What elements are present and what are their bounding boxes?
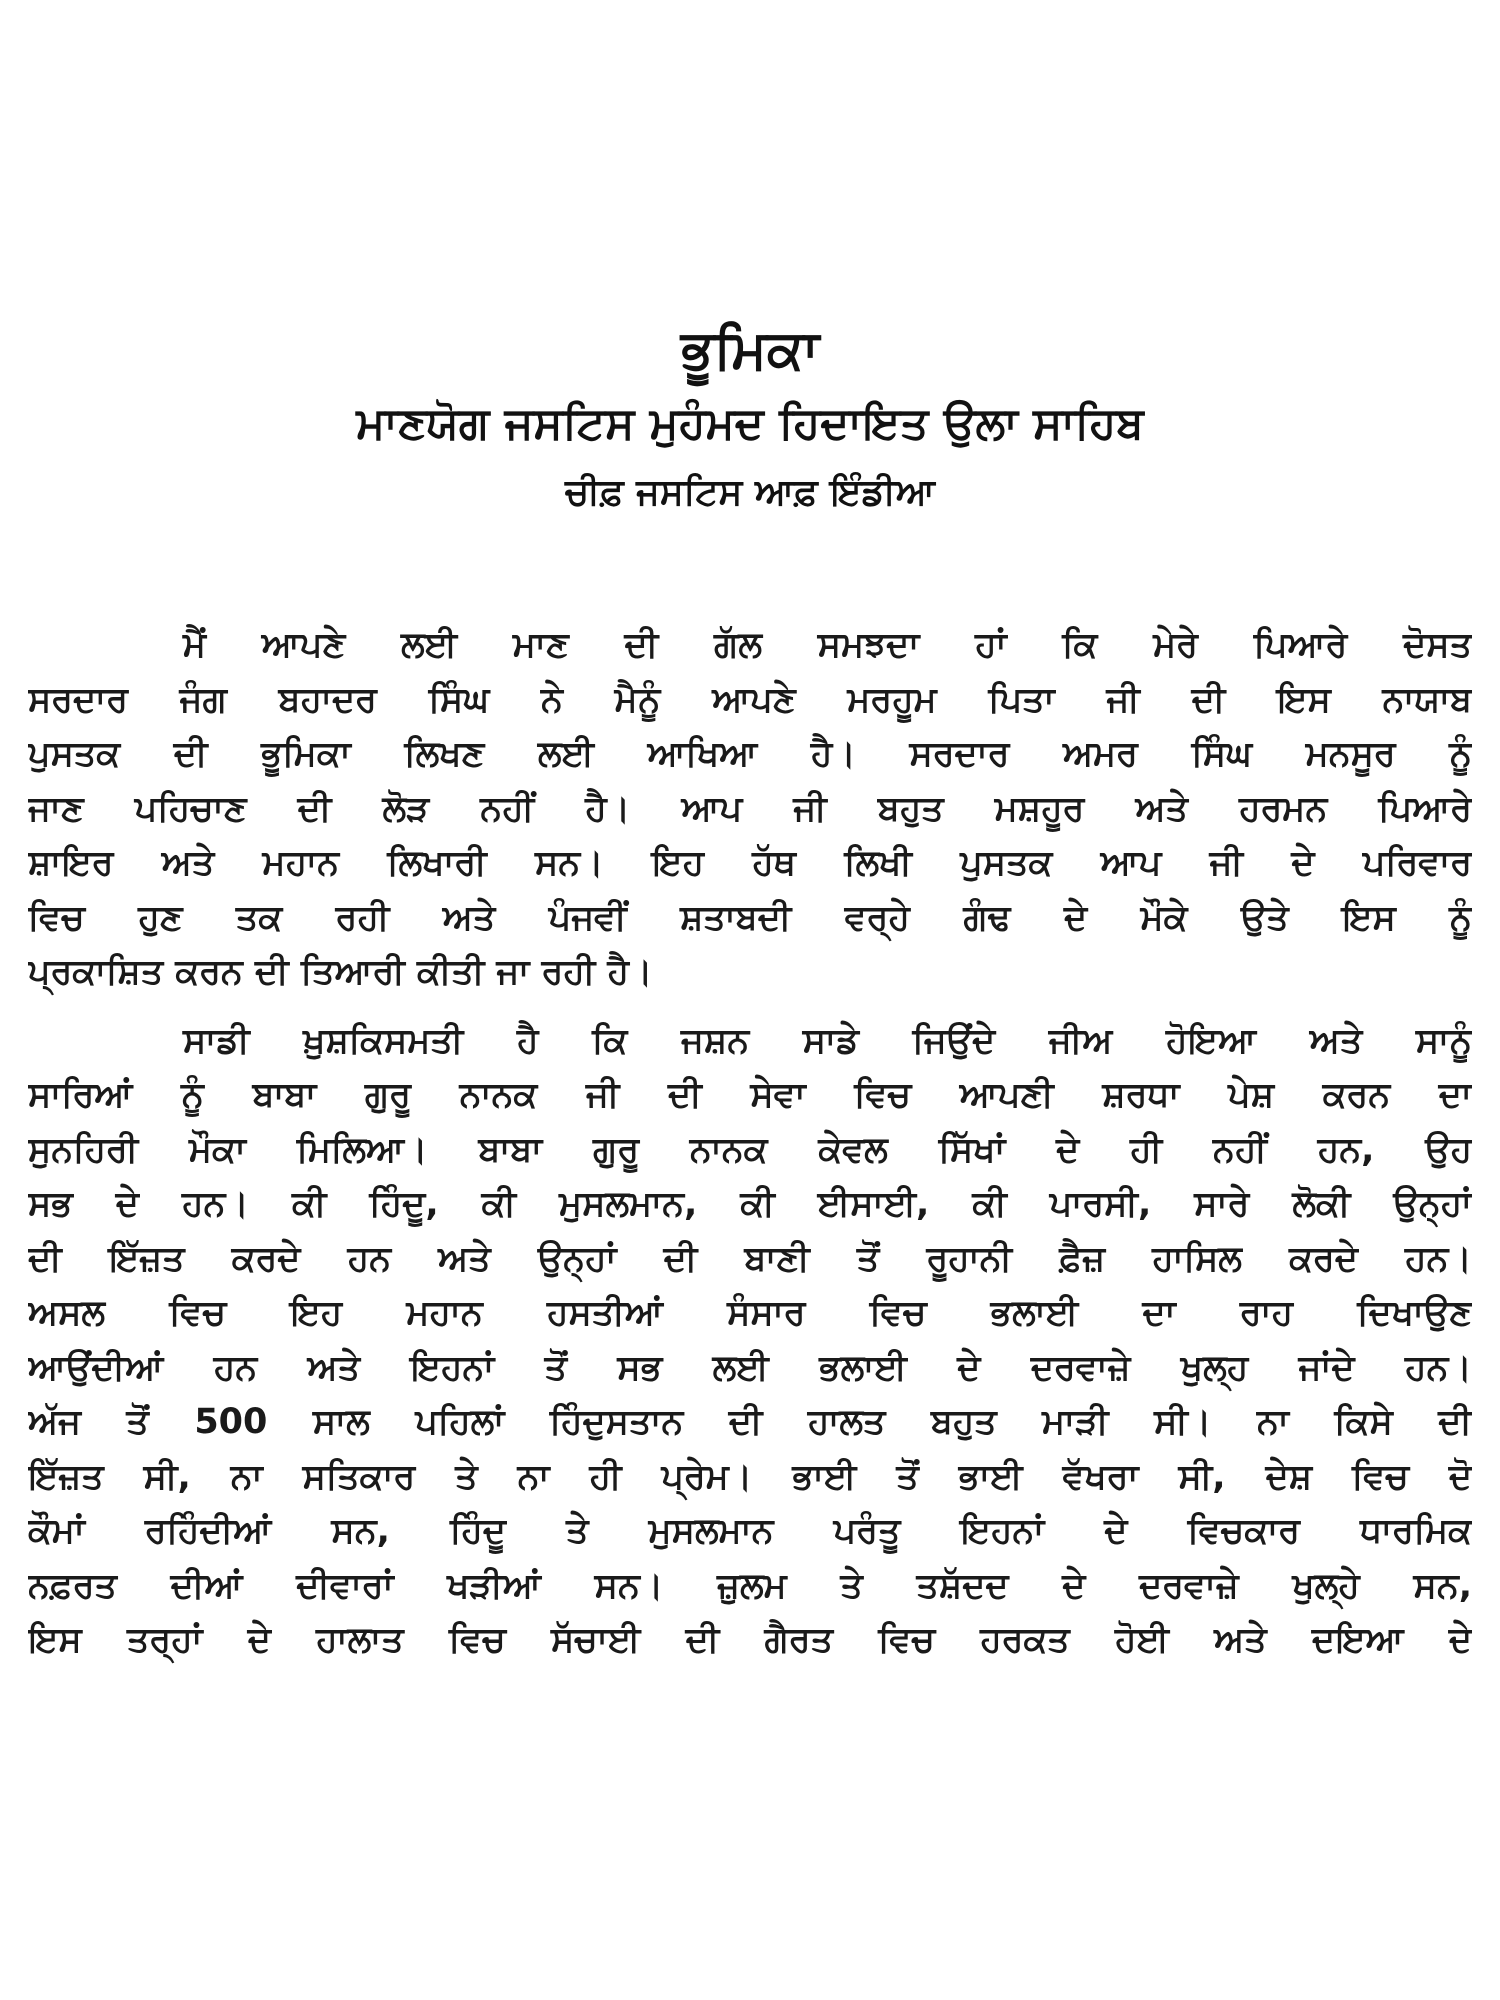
text-line: ਦੀ ਇੱਜ਼ਤ ਕਰਦੇ ਹਨ ਅਤੇ ਉਨ੍ਹਾਂ ਦੀ ਬਾਣੀ ਤੋਂ ਰੂਹਾਨੀ ਫ਼ੈਜ਼ ਹਾਸਿਲ ਕਰਦੇ ਹਨ। — [28, 1238, 1472, 1279]
text-line: ਸਾਡੀ ਖ਼ੁਸ਼ਕਿਸਮਤੀ ਹੈ ਕਿ ਜਸ਼ਨ ਸਾਡੇ ਜਿਉਂਦੇ ਜੀਅ ਹੋਇਆ ਅਤੇ ਸਾਨੂੰ — [183, 1020, 1472, 1061]
text-line: ਸਾਰਿਆਂ ਨੂੰ ਬਾਬਾ ਗੁਰੂ ਨਾਨਕ ਜੀ ਦੀ ਸੇਵਾ ਵਿਚ ਆਪਣੀ ਸ਼ਰਧਾ ਪੇਸ਼ ਕਰਨ ਦਾ — [28, 1075, 1472, 1115]
author-name: ਮਾਣਯੋਗ ਜਸਟਿਸ ਮੁਹੰਮਦ ਹਿਦਾਇਤ ਉਲਾ ਸਾਹਿਬ — [356, 398, 1144, 449]
text-line: ਇੱਜ਼ਤ ਸੀ, ਨਾ ਸਤਿਕਾਰ ਤੇ ਨਾ ਹੀ ਪ੍ਰੇਮ। ਭਾਈ ਤੋਂ ਭਾਈ ਵੱਖਰਾ ਸੀ, ਦੇਸ਼ ਵਿਚ ਦੋ — [28, 1456, 1472, 1497]
text-line: ਨਫ਼ਰਤ ਦੀਆਂ ਦੀਵਾਰਾਂ ਖੜੀਆਂ ਸਨ। ਜ਼ੁਲਮ ਤੇ ਤਸ਼ੱਦਦ ਦੇ ਦਰਵਾਜ਼ੇ ਖੁਲ੍ਹੇ ਸਨ, — [28, 1565, 1472, 1606]
text-line: ਜਾਣ ਪਹਿਚਾਣ ਦੀ ਲੋੜ ਨਹੀਂ ਹੈ। ਆਪ ਜੀ ਬਹੁਤ ਮਸ਼ਹੂਰ ਅਤੇ ਹਰਮਨ ਪਿਆਰੇ — [28, 788, 1472, 829]
text-line: ਕੌਮਾਂ ਰਹਿੰਦੀਆਂ ਸਨ, ਹਿੰਦੂ ਤੇ ਮੁਸਲਮਾਨ ਪਰੰਤੂ ਇਹਨਾਂ ਦੇ ਵਿਚਕਾਰ ਧਾਰਮਿਕ — [28, 1511, 1472, 1551]
paragraph-gap — [28, 1000, 1472, 1014]
text-line: ਇਸ ਤਰ੍ਹਾਂ ਦੇ ਹਾਲਾਤ ਵਿਚ ਸੱਚਾਈ ਦੀ ਗੈਰਤ ਵਿਚ ਹਰਕਤ ਹੋਈ ਅਤੇ ਦਇਆ ਦੇ — [28, 1620, 1472, 1660]
author-role: ਚੀਫ਼ ਜਸਟਿਸ ਆਫ਼ ਇੰਡੀਆ — [565, 472, 935, 513]
text-line: ਪ੍ਰਕਾਸ਼ਿਤ ਕਰਨ ਦੀ ਤਿਆਰੀ ਕੀਤੀ ਜਾ ਰਹੀ ਹੈ। — [28, 952, 653, 992]
paragraph-1 — [28, 618, 1472, 1000]
text-line: ਸਰਦਾਰ ਜੰਗ ਬਹਾਦਰ ਸਿੰਘ ਨੇ ਮੈਨੂੰ ਆਪਣੇ ਮਰਹੂਮ ਪਿਤਾ ਜੀ ਦੀ ਇਸ ਨਾਯਾਬ — [28, 679, 1472, 720]
text-line: ਸਭ ਦੇ ਹਨ। ਕੀ ਹਿੰਦੂ, ਕੀ ਮੁਸਲਮਾਨ, ਕੀ ਈਸਾਈ, ਕੀ ਪਾਰਸੀ, ਸਾਰੇ ਲੋਕੀ ਉਨ੍ਹਾਂ — [28, 1184, 1472, 1224]
text-line: ਸੁਨਹਿਰੀ ਮੌਕਾ ਮਿਲਿਆ। ਬਾਬਾ ਗੁਰੂ ਨਾਨਕ ਕੇਵਲ ਸਿੱਖਾਂ ਦੇ ਹੀ ਨਹੀਂ ਹਨ, ਉਹ — [28, 1129, 1472, 1170]
text-line: ਅੱਜ ਤੋਂ 500 ਸਾਲ ਪਹਿਲਾਂ ਹਿੰਦੁਸਤਾਨ ਦੀ ਹਾਲਤ ਬਹੁਤ ਮਾੜੀ ਸੀ। ਨਾ ਕਿਸੇ ਦੀ — [28, 1402, 1472, 1442]
document-title: ਭੂਮਿਕਾ — [680, 318, 820, 381]
text-line: ਸ਼ਾਇਰ ਅਤੇ ਮਹਾਨ ਲਿਖਾਰੀ ਸਨ। ਇਹ ਹੱਥ ਲਿਖੀ ਪੁਸਤਕ ਆਪ ਜੀ ਦੇ ਪਰਿਵਾਰ — [28, 843, 1472, 883]
text-line: ਪੁਸਤਕ ਦੀ ਭੂਮਿਕਾ ਲਿਖਣ ਲਈ ਆਖਿਆ ਹੈ। ਸਰਦਾਰ ਅਮਰ ਸਿੰਘ ਮਨਸੂਰ ਨੂੰ — [28, 734, 1472, 774]
text-line: ਅਸਲ ਵਿਚ ਇਹ ਮਹਾਨ ਹਸਤੀਆਂ ਸੰਸਾਰ ਵਿਚ ਭਲਾਈ ਦਾ ਰਾਹ ਦਿਖਾਉਣ — [28, 1293, 1472, 1333]
paragraph-2 — [28, 1014, 1472, 1668]
text-line: ਵਿਚ ਹੁਣ ਤਕ ਰਹੀ ਅਤੇ ਪੰਜਵੀਂ ਸ਼ਤਾਬਦੀ ਵਰ੍ਹੇ ਗੰਢ ਦੇ ਮੌਕੇ ਉਤੇ ਇਸ ਨੂੰ — [28, 897, 1472, 938]
text-line: ਆਉਂਦੀਆਂ ਹਨ ਅਤੇ ਇਹਨਾਂ ਤੋਂ ਸਭ ਲਈ ਭਲਾਈ ਦੇ ਦਰਵਾਜ਼ੇ ਖੁਲ੍ਹ ਜਾਂਦੇ ਹਨ। — [28, 1347, 1472, 1388]
text-line: ਮੈਂ ਆਪਣੇ ਲਈ ਮਾਣ ਦੀ ਗੱਲ ਸਮਝਦਾ ਹਾਂ ਕਿ ਮੇਰੇ ਪਿਆਰੇ ਦੋਸਤ — [183, 625, 1472, 665]
body-text — [28, 618, 1472, 1668]
